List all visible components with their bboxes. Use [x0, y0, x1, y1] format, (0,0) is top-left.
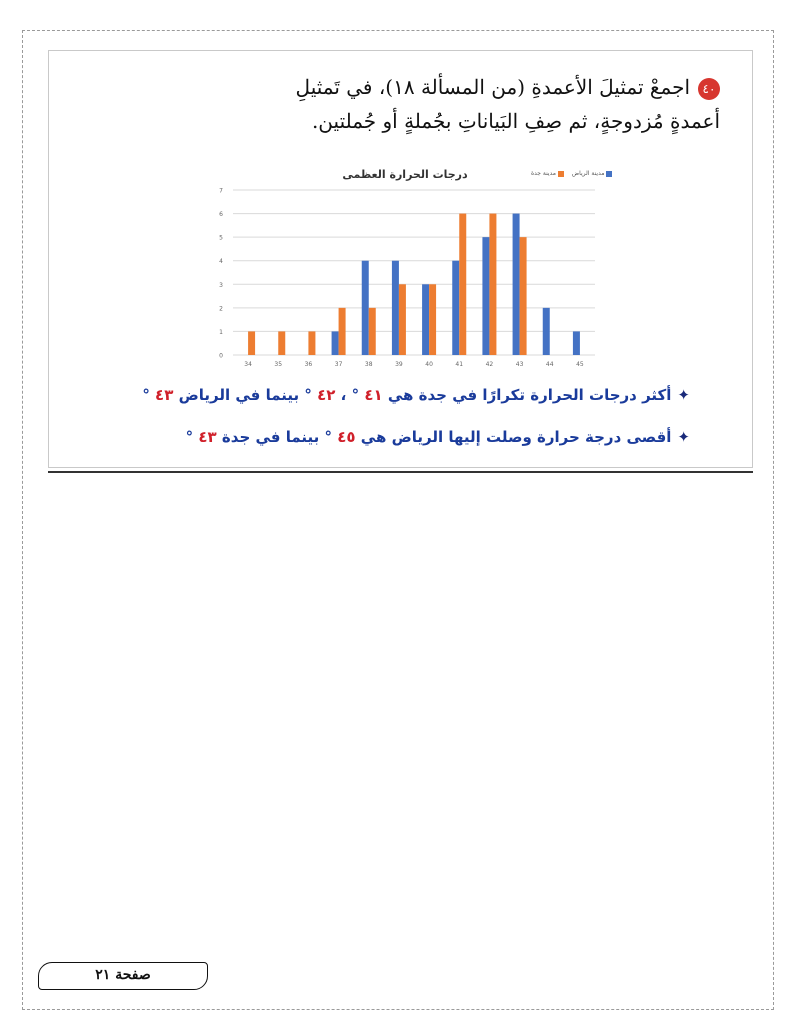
- chart-title: درجات الحرارة العظمى: [342, 168, 468, 181]
- x-tick-label: 45: [576, 361, 584, 368]
- bar: [573, 331, 580, 355]
- question-number-badge: ٤٠: [698, 78, 720, 100]
- chart: [205, 160, 605, 380]
- question-line-2: أعمدةٍ مُزدوجةٍ، ثم صِفِ البَياناتِ بجُملةٍ أو جُملتين.: [311, 109, 720, 133]
- bar: [543, 308, 550, 355]
- diamond-bullet-icon: ✦: [677, 386, 690, 404]
- x-tick-label: 41: [455, 361, 464, 368]
- answer-1-prefix: أكثر درجات الحرارة تكرارًا في جدة هي: [387, 386, 672, 404]
- answer-2-suffix: °: [185, 428, 194, 446]
- answer-2-middle: ° بينما في جدة: [221, 428, 332, 446]
- bar: [392, 261, 399, 355]
- x-tick-label: 38: [364, 361, 373, 368]
- x-tick-label: 43: [515, 361, 524, 368]
- bar: [278, 331, 285, 355]
- answer-1-separator: ° ،: [340, 386, 360, 404]
- bar: [429, 284, 436, 355]
- question-line-1: [120, 70, 720, 104]
- bar: [422, 284, 429, 355]
- bar: [362, 261, 369, 355]
- legend-label-riyadh: مدينة الرياض: [571, 170, 605, 177]
- y-tick-label: 2: [219, 305, 223, 313]
- answer-1-suffix: °: [142, 386, 150, 404]
- bar: [248, 331, 255, 355]
- answer-line-1: [142, 386, 690, 404]
- answer-1-value-3: ٤٣: [155, 386, 174, 404]
- answer-line-2: [186, 428, 690, 446]
- page-number-label: صفحة ٢١: [38, 962, 208, 990]
- x-tick-label: 40: [425, 361, 433, 368]
- y-tick-label: 5: [219, 234, 223, 242]
- answer-2-value-2: ٤٣: [198, 428, 217, 446]
- x-tick-label: 37: [334, 361, 343, 368]
- answer-2-value-1: ٤٥: [337, 428, 356, 446]
- bar: [339, 308, 346, 355]
- answer-2-prefix: أقصى درجة حرارة وصلت إليها الرياض هي: [360, 428, 672, 446]
- y-tick-label: 7: [219, 187, 223, 195]
- bar: [308, 331, 315, 355]
- x-tick-label: 36: [304, 361, 313, 368]
- x-tick-label: 39: [395, 361, 403, 368]
- bar: [489, 214, 496, 355]
- y-tick-label: 1: [219, 328, 223, 336]
- answer-1-value-2: ٤٢: [317, 386, 336, 404]
- bar: [459, 214, 466, 355]
- legend-label-jeddah: مدينة جدة: [531, 170, 556, 177]
- question-line-1-text: اجمعْ تمثيلَ الأعمدةِ (من المسألة ١٨)، في تَمثيلِ: [295, 75, 690, 99]
- bar: [369, 308, 376, 355]
- bar: [332, 331, 339, 355]
- answer-1-value-1: ٤١: [364, 386, 383, 404]
- content-divider: [48, 471, 753, 473]
- y-tick-label: 4: [219, 258, 223, 266]
- bar: [520, 237, 527, 355]
- x-tick-label: 44: [545, 361, 554, 368]
- bar: [399, 284, 406, 355]
- answer-1-middle: ° بينما في الرياض: [178, 386, 312, 404]
- y-tick-label: 6: [219, 211, 223, 219]
- x-tick-label: 34: [244, 361, 252, 368]
- diamond-bullet-icon: ✦: [677, 428, 690, 446]
- question-text: [120, 70, 720, 138]
- chart-plot: [205, 160, 605, 380]
- bar: [452, 261, 459, 355]
- x-tick-label: 35: [274, 361, 283, 368]
- legend-swatch-riyadh: [606, 171, 612, 177]
- y-tick-label: 0: [219, 352, 223, 360]
- x-tick-label: 42: [485, 361, 494, 368]
- bar: [513, 214, 520, 355]
- y-tick-label: 3: [219, 281, 223, 289]
- bar: [482, 237, 489, 355]
